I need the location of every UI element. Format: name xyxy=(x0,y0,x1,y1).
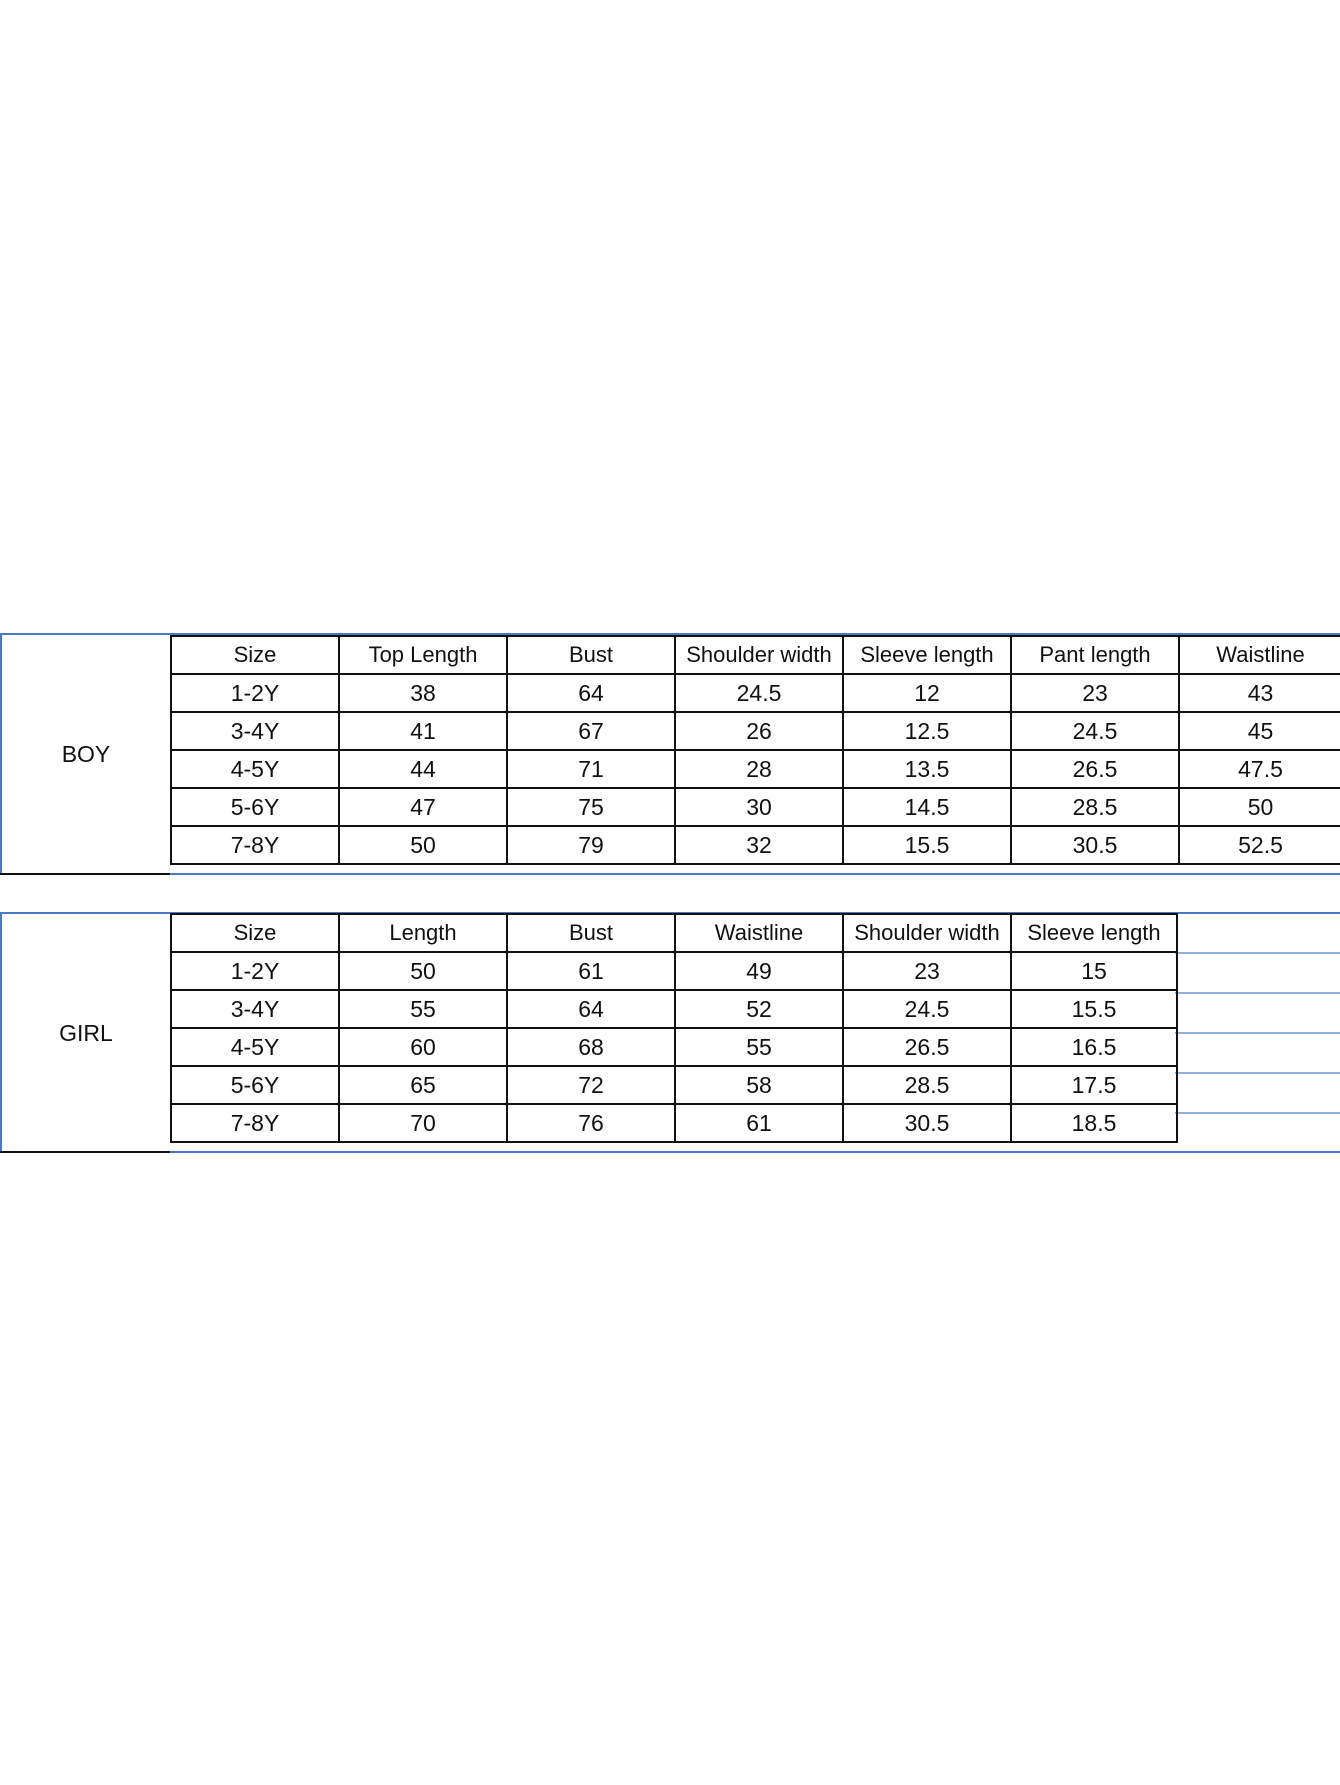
table-cell: 15.5 xyxy=(843,826,1011,864)
girl-extension-line xyxy=(1175,1112,1340,1114)
table-cell: 38 xyxy=(339,674,507,712)
table-cell: 76 xyxy=(507,1104,675,1142)
girl-extension-line xyxy=(1175,1032,1340,1034)
table-cell: 24.5 xyxy=(675,674,843,712)
size-cell: 4-5Y xyxy=(171,750,339,788)
bottom-blue-rule xyxy=(0,1151,1340,1153)
table-cell: 61 xyxy=(675,1104,843,1142)
column-header: Sleeve length xyxy=(843,636,1011,674)
column-header: Sleeve length xyxy=(1011,914,1177,952)
girl-extension-line xyxy=(1175,1072,1340,1074)
table-row xyxy=(171,826,1340,864)
table-cell: 47 xyxy=(339,788,507,826)
table-cell: 67 xyxy=(507,712,675,750)
size-cell: 1-2Y xyxy=(171,674,339,712)
size-cell: 7-8Y xyxy=(171,1104,339,1142)
table-cell: 13.5 xyxy=(843,750,1011,788)
size-cell: 4-5Y xyxy=(171,1028,339,1066)
table-cell: 50 xyxy=(339,952,507,990)
table-cell: 52.5 xyxy=(1179,826,1340,864)
column-header: Size xyxy=(171,636,339,674)
table-row xyxy=(171,712,1340,750)
table-cell: 28 xyxy=(675,750,843,788)
table-cell: 55 xyxy=(339,990,507,1028)
table-cell: 58 xyxy=(675,1066,843,1104)
table-cell: 65 xyxy=(339,1066,507,1104)
size-cell: 7-8Y xyxy=(171,826,339,864)
table-row xyxy=(171,788,1340,826)
size-cell: 5-6Y xyxy=(171,1066,339,1104)
girl-group-label: GIRL xyxy=(59,1020,113,1046)
table-row xyxy=(171,952,1177,990)
table-cell: 71 xyxy=(507,750,675,788)
table-cell: 61 xyxy=(507,952,675,990)
table-row xyxy=(171,1066,1177,1104)
table-cell: 12 xyxy=(843,674,1011,712)
table-cell: 72 xyxy=(507,1066,675,1104)
table-cell: 50 xyxy=(1179,788,1340,826)
table-cell: 68 xyxy=(507,1028,675,1066)
table-cell: 28.5 xyxy=(843,1066,1011,1104)
table-cell: 45 xyxy=(1179,712,1340,750)
table-cell: 52 xyxy=(675,990,843,1028)
column-header: Bust xyxy=(507,636,675,674)
column-header: Bust xyxy=(507,914,675,952)
girl-extension-line xyxy=(1175,952,1340,954)
girl-size-table xyxy=(170,913,1178,1143)
table-cell: 28.5 xyxy=(1011,788,1179,826)
table-cell: 26.5 xyxy=(843,1028,1011,1066)
table-cell: 43 xyxy=(1179,674,1340,712)
table-cell: 30.5 xyxy=(843,1104,1011,1142)
table-cell: 16.5 xyxy=(1011,1028,1177,1066)
table-cell: 30.5 xyxy=(1011,826,1179,864)
table-cell: 49 xyxy=(675,952,843,990)
table-cell: 64 xyxy=(507,674,675,712)
table-cell: 18.5 xyxy=(1011,1104,1177,1142)
column-header: Pant length xyxy=(1011,636,1179,674)
table-cell: 26 xyxy=(675,712,843,750)
size-cell: 1-2Y xyxy=(171,952,339,990)
column-header: Size xyxy=(171,914,339,952)
girl-bottom-edge xyxy=(0,1151,170,1153)
boy-group-label: BOY xyxy=(61,741,111,767)
table-cell: 23 xyxy=(1011,674,1179,712)
table-cell: 24.5 xyxy=(843,990,1011,1028)
boy-bottom-edge xyxy=(0,873,170,875)
table-row xyxy=(171,990,1177,1028)
column-header: Shoulder width xyxy=(843,914,1011,952)
table-cell: 24.5 xyxy=(1011,712,1179,750)
column-header: Shoulder width xyxy=(675,636,843,674)
table-cell: 41 xyxy=(339,712,507,750)
table-row xyxy=(171,750,1340,788)
table-cell: 47.5 xyxy=(1179,750,1340,788)
boy-header-row xyxy=(171,636,1340,674)
column-header: Waistline xyxy=(1179,636,1340,674)
column-header: Top Length xyxy=(339,636,507,674)
table-cell: 32 xyxy=(675,826,843,864)
table-cell: 17.5 xyxy=(1011,1066,1177,1104)
size-cell: 5-6Y xyxy=(171,788,339,826)
table-cell: 44 xyxy=(339,750,507,788)
table-cell: 12.5 xyxy=(843,712,1011,750)
table-cell: 79 xyxy=(507,826,675,864)
column-header: Length xyxy=(339,914,507,952)
table-cell: 15.5 xyxy=(1011,990,1177,1028)
boy-size-table xyxy=(170,635,1340,865)
table-cell: 55 xyxy=(675,1028,843,1066)
column-header: Waistline xyxy=(675,914,843,952)
size-cell: 3-4Y xyxy=(171,990,339,1028)
table-cell: 50 xyxy=(339,826,507,864)
table-row xyxy=(171,1104,1177,1142)
table-cell: 75 xyxy=(507,788,675,826)
table-cell: 60 xyxy=(339,1028,507,1066)
middle-blue-rule xyxy=(0,873,1340,875)
table-cell: 14.5 xyxy=(843,788,1011,826)
table-cell: 26.5 xyxy=(1011,750,1179,788)
table-cell: 64 xyxy=(507,990,675,1028)
girl-extension-line xyxy=(1175,992,1340,994)
table-cell: 15 xyxy=(1011,952,1177,990)
girl-header-row xyxy=(171,914,1177,952)
table-cell: 70 xyxy=(339,1104,507,1142)
size-cell: 3-4Y xyxy=(171,712,339,750)
table-cell: 30 xyxy=(675,788,843,826)
table-row xyxy=(171,1028,1177,1066)
table-row xyxy=(171,674,1340,712)
table-cell: 23 xyxy=(843,952,1011,990)
